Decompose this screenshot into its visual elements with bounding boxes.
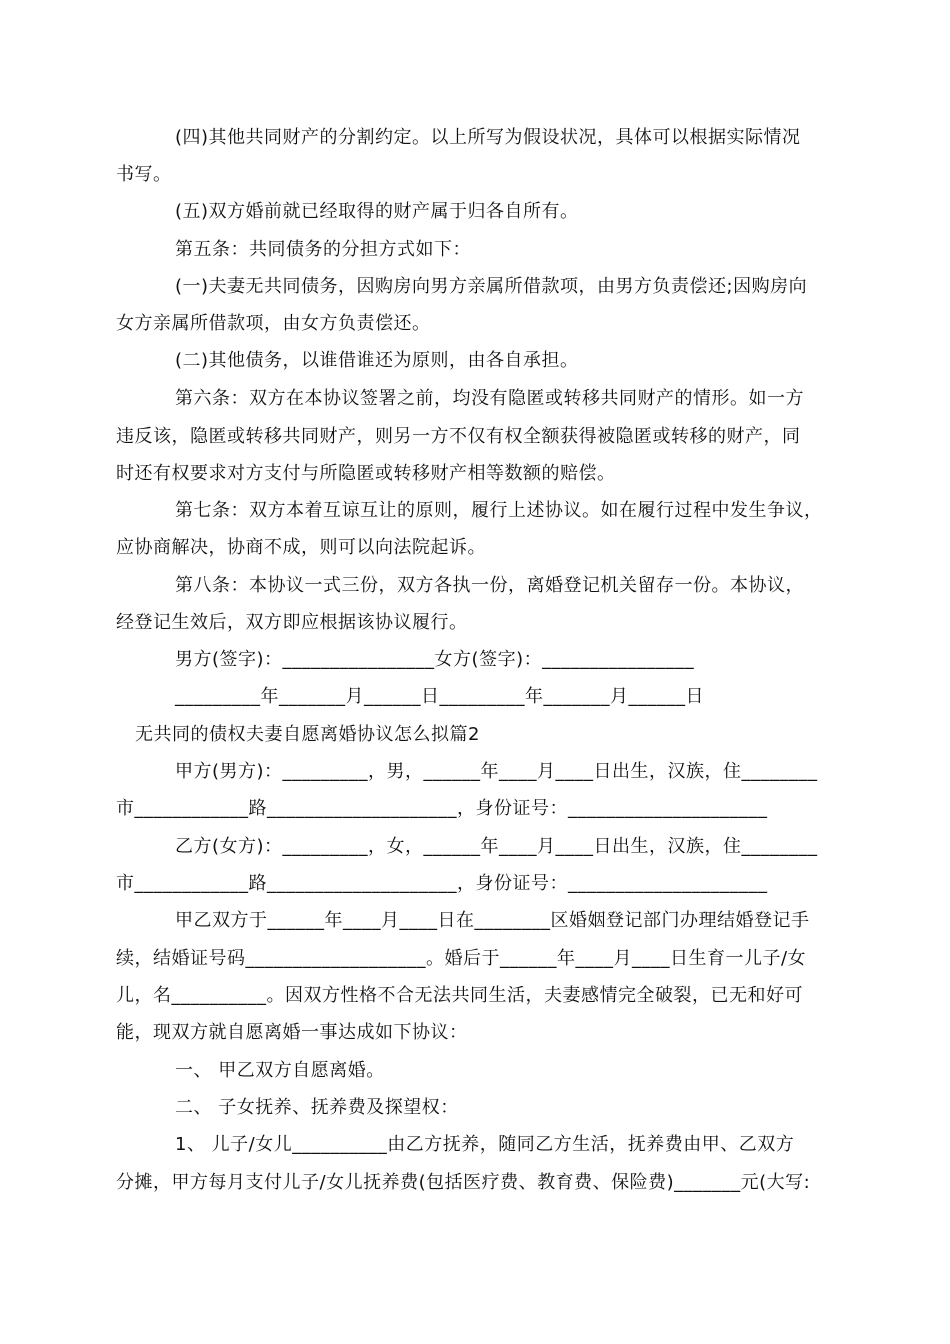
para-line: 应协商解决，协商不成，则可以向法院起诉。 (116, 537, 486, 558)
para-line: (五)双方婚前就已经取得的财产属于归各自所有。 (175, 201, 579, 222)
para-line: 第七条：双方本着互谅互让的原则，履行上述协议。如在履行过程中发生争议， (175, 500, 823, 521)
para-line: 第六条：双方在本协议签署之前，均没有隐匿或转移共同财产的情形。如一方 (175, 388, 804, 409)
para-line: 违反该，隐匿或转移共同财产，则另一方不仅有权全额获得被隐匿或转移的财产，同 (116, 426, 801, 447)
clause-item: 一、 甲乙双方自愿离婚。 (175, 1060, 385, 1081)
signature-line: 男方(签字)：________________女方(签字)：________________ (175, 649, 695, 670)
para-line: 第八条：本协议一式三份，双方各执一份，离婚登记机关留存一份。本协议， (175, 575, 804, 596)
para-line: 时还有权要求对方支付与所隐匿或转移财产相等数额的赔偿。 (116, 463, 616, 484)
party-line: 市____________路____________________，身份证号：_____________________ (116, 873, 768, 894)
para-line: 经登记生效后，双方即应根据该协议履行。 (116, 612, 468, 633)
clause-item: 二、 子女抚养、抚养费及探望权： (175, 1097, 459, 1118)
section-heading: 无共同的债权夫妻自愿离婚协议怎么拟篇2 (135, 724, 480, 745)
clause-item: 1、 儿子/女儿__________由乙方抚养，随同乙方生活，抚养费由甲、乙双方 (175, 1134, 795, 1155)
para-line: 女方亲属所借款项，由女方负责偿还。 (116, 313, 431, 334)
party-line: 市____________路____________________，身份证号：_____________________ (116, 798, 768, 819)
para-line: 书写。 (116, 164, 172, 185)
para-line: (一)夫妻无共同债务，因购房向男方亲属所借款项，由男方负责偿还;因购房向 (175, 276, 808, 297)
party-line: 甲方(男方)：_________，男，______年____月____日出生，汉族，住________ (175, 761, 818, 782)
party-line: 乙方(女方)：_________，女，______年____月____日出生，汉族，住________ (175, 836, 818, 857)
para-line: 甲乙双方于______年____月____日在________区婚姻登记部门办理结婚登记手 (175, 910, 810, 931)
para-line: 儿，名__________。因双方性格不合无法共同生活，夫妻感情完全破裂，已无和好可 (116, 985, 803, 1006)
para-line: 分摊，甲方每月支付儿子/女儿抚养费(包括医疗费、教育费、保险费)_______元(大写: (116, 1172, 811, 1193)
para-line: 第五条：共同债务的分担方式如下： (175, 239, 471, 260)
para-line: 续，结婚证号码___________________。婚后于______年____月____日生育一儿子/女 (116, 948, 807, 969)
para-line: 能，现双方就自愿离婚一事达成如下协议： (116, 1022, 468, 1043)
para-line: (二)其他债务，以谁借谁还为原则，由各自承担。 (175, 350, 579, 371)
date-line: _________年_______月______日_________年_______月______日 (175, 686, 704, 707)
para-line: (四)其他共同财产的分割约定。以上所写为假设状况，具体可以根据实际情况 (175, 127, 801, 148)
